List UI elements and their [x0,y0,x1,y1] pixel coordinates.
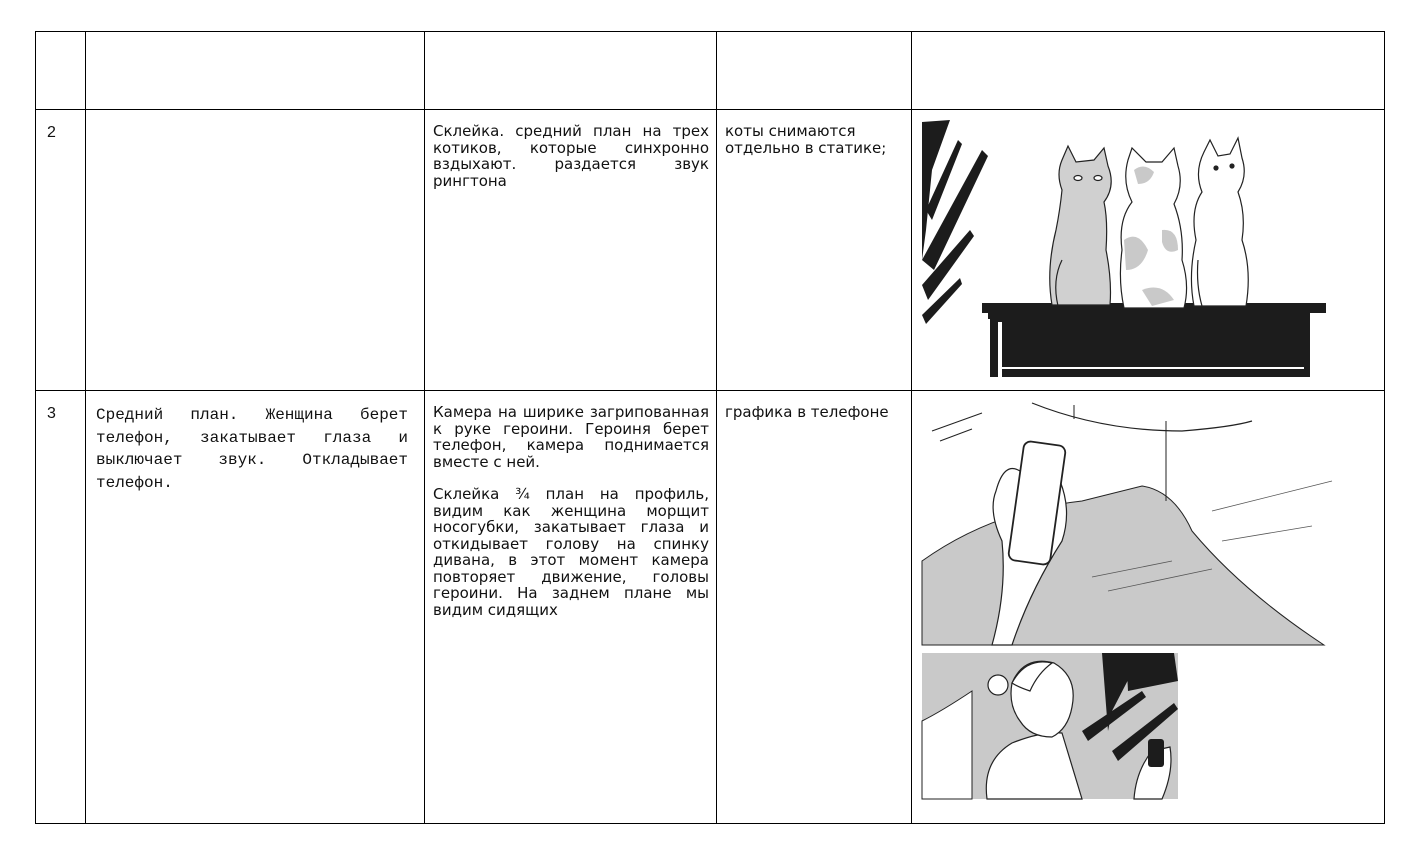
woman-phone-sketch [922,653,1178,799]
cat-left [1050,146,1111,306]
image-cell [912,110,1385,391]
shot-number: 3 [47,405,56,422]
description-cell [425,32,717,110]
table-row [36,391,1385,824]
shot-number-cell [36,391,86,824]
hand-phone-sketch [922,403,1332,645]
cat-middle [1120,148,1186,308]
note-text: коты снимаются отдельно в статике; [725,122,887,157]
shot-number-cell [36,110,86,391]
image-cell [912,391,1385,824]
description-cell [425,391,717,824]
storyboard-table [35,31,1385,824]
table-sketch [982,303,1326,377]
shot-number: 2 [47,124,56,141]
note-cell [717,391,912,824]
action-cell [86,110,425,391]
cat-right [1191,138,1248,306]
description-cell [425,110,717,391]
plant-leaves [922,120,988,324]
action-text: Средний план. Женщина берет телефон, закатывает глаза и выключает звук. Откладывает телефон. [96,406,408,492]
storyboard-sketches [912,391,1384,823]
table-row [36,32,1385,110]
three-cats-sketch [912,110,1384,390]
action-cell [86,391,425,824]
image-cell [912,32,1385,110]
description-text: Склейка ¾ план на профиль, видим как женщина морщит носогубки, закатывает глаза и откидывает голову на спинку дивана, в этот момент камера повторяет движение, головы героини. На заднем плане мы видим сидящих [433,485,709,619]
description-text: Склейка. средний план на трех котиков, которые синхронно вздыхают. раздается звук рингтона [433,122,709,190]
note-text: графика в телефоне [725,403,889,421]
note-cell [717,110,912,391]
description-text: Камера на ширике загрипованная к руке героини. Героиня берет телефон, камера поднимается вместе с ней. [433,403,709,471]
shot-number-cell [36,32,86,110]
note-cell [717,32,912,110]
table-row [36,110,1385,391]
action-cell [86,32,425,110]
